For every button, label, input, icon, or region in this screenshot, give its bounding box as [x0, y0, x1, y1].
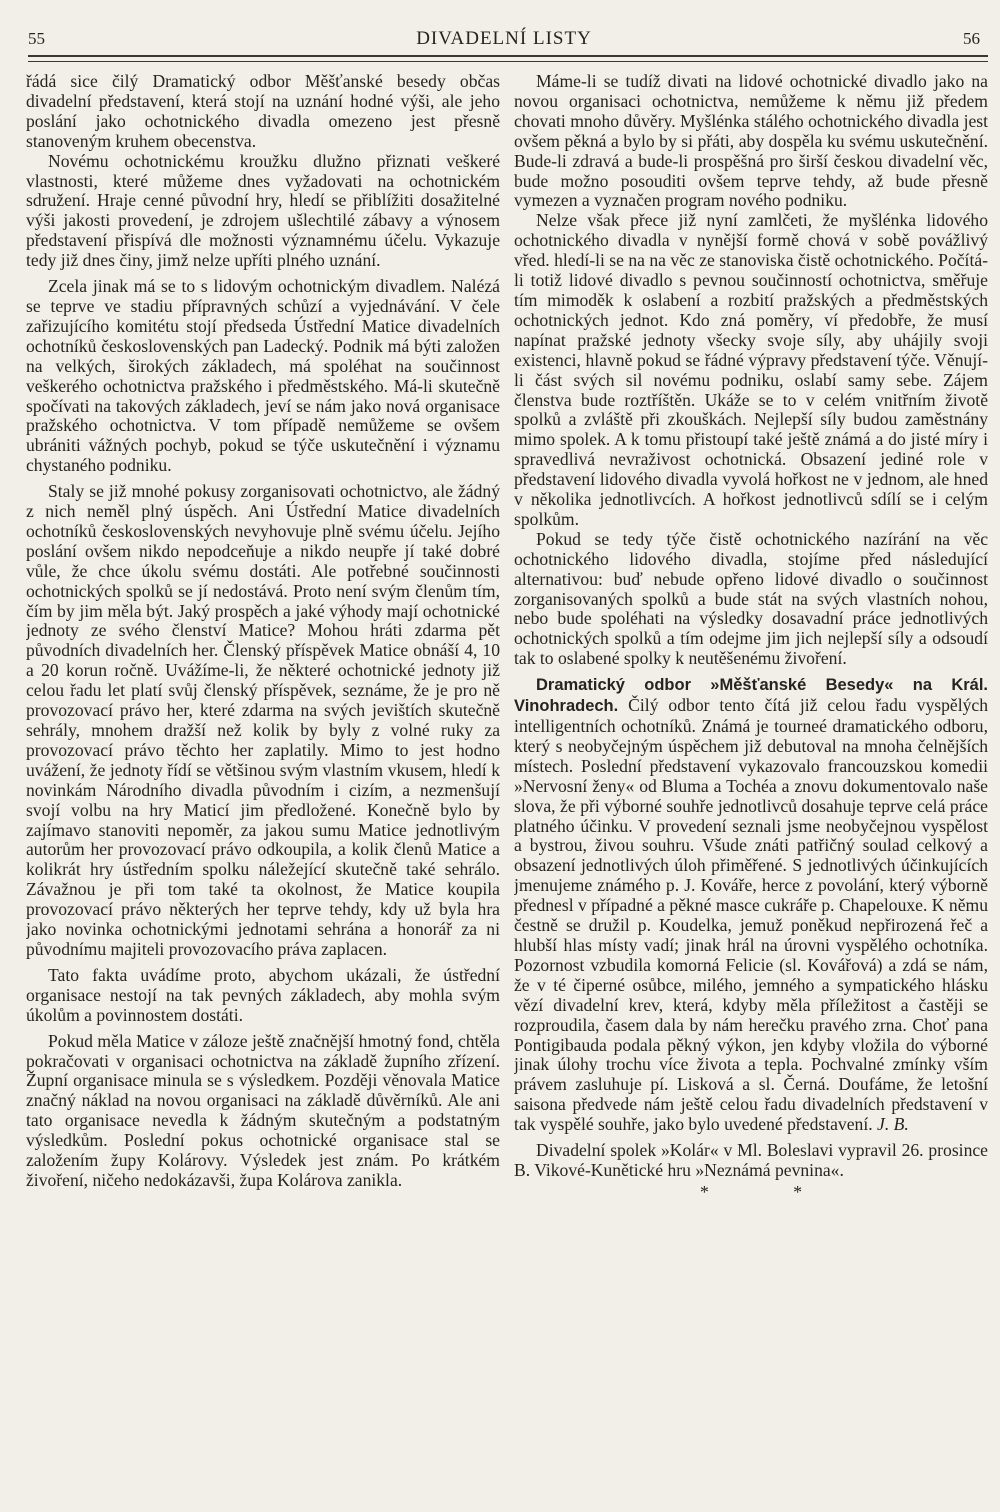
news-item: Divadelní spolek »Kolár« v Ml. Boleslavi vypravil 26. prosince B. Vikové-Kunětické hru »Neznámá pevnina«. — [514, 1140, 988, 1180]
paragraph: Zcela jinak má se to s lidovým ochotnickým divadlem. Nalézá se teprve ve stadiu přípravných schůzí a vyjednávání. V čele zařizujícího komitétu stojí předseda Ústřední Matice divadelních ochotníků československých pan Ladecký. Podnik má býti založen na velkých, širokých základech, má spoléhat na součinnost veškerého ochotnictva pražského i předměstského. Má-li skutečně spočívati na takových základech, jeví se nám jako nová organisace pražského ochotnictva. V tom případě nemůžeme se ovšem ubrániti vážných pochyb, pokud se týče uskutečnění i významu chystaného podniku. — [26, 276, 500, 476]
section-separator: * * — [700, 1181, 842, 1202]
page-number-left: 55 — [28, 29, 45, 48]
paragraph: řádá sice čilý Dramatický odbor Měšťanské besedy občas divadelní představení, která stojí na uznání hodné výši, ale jeho poslání jako ochotnického divadla omezeno jest přesně stanoveným kruhem obecenstva. — [26, 72, 500, 151]
author-signature: J. B. — [877, 1114, 909, 1135]
paragraph: Pokud měla Matice v záloze ještě značnější hmotný fond, chtěla pokračovati v organisaci ochotnictva na základě župního zřízení. Župní organisace minula se s výsledkem. Později věnovala Matice značný náklad na novou organisaci na základě důvěrníků. Ale ani tato organisace nevedla k žádným skutečným a podstatným výsledkům. Poslední pokus ochotnické organisace stal se založením župy Kolárovy. Výsledek jest znám. Po krátkém živoření, ničeho nedokázavši, župa Kolárova zanikla. — [26, 1030, 500, 1190]
header-rule-thick — [28, 55, 988, 57]
journal-title: DIVADELNÍ LISTY — [416, 28, 592, 49]
right-column — [514, 72, 988, 1497]
page-header — [28, 24, 980, 54]
left-column — [26, 72, 500, 1497]
paragraph: Staly se již mnohé pokusy zorganisovati ochotnictvo, ale žádný z nich neměl plný úspěch. Ani Ústřední Matice divadelních ochotníků československých nevyhovuje plně svému účelu. Jejího poslání ovšem nikdo nepodceňuje a nikdo neupře jí také dobré vůle, že chce úkolu svému dostáti. Ale potřebné součinnosti ochotnických spolků se jí nedostává. Proto není svým členům tím, čím by jim měla být. Jaký prospěch a jaké výhody mají ochotnické jednoty ze svého členství Matice? Mohou hráti zdarma pět původních divadelních her. Členský příspěvek Matice obnáší 4, 10 a 20 korun ročně. Uvážíme-li, že některé ochotnické jednoty již celou řadu let platí svůj členský příspěvek, seznáme, že je pro ně provozovací právo her, které zdarma na svých jevištích skutečně sehrály, mnohem dražší než kolik by byly z volné ruky za provozovací právo těchto her zaplatily. Mimo to jest hodno uvážení, že jednoty řídí se většinou svým vlastním vkusem, hledí k novinkám Národního divadla původním i cizím, a nezmenšují svojí volbu na hry Maticí jim předložené. Konečně bylo by zajímavo stanoviti nepoměr, za jakou sumu Matice jednotlivým autorům her provozovací právo odkoupila, a kolik členů Matice a kolikrát hry ústředním spolku náležející skutečně také sehrálo. Závažnou je při tom také ta okolnost, že Matice koupila provozovací právo některých her teprve tehdy, kdy už byla hra jako novinka ochotnickými jednotami sehrána a honorář za ni původnímu majiteli provozovacího práva zaplacen. — [26, 481, 500, 959]
news-item-heading: Dramatický odbor »Měšťanské Besedy« na Král. Vinohradech. — [514, 676, 988, 716]
paragraph: Novému ochotnickému kroužku dlužno přiznati veškeré vlastnosti, které můžeme dnes vyžadovati na ochotnickém sdružení. Hraje cenné původní hry, hledí se přiblížiti dosažitelné výši jakosti provedení, je zdrojem ušlechtilé zábavy a výnosem představení přispívá dle možnosti významnému účelu. Vykazuje tedy již dnes činy, jimž nelze upříti plného uznání. — [26, 150, 500, 271]
paragraph: Nelze však přece již nyní zamlčeti, že myšlénka lidového ochotnického divadla v nynější formě chová v sobě povážlivý vřed. hledí-li se na na věc ze stanoviska čistě ochotnického. Počítá-li totiž lidové divadlo s pevnou součinností ochotnictva, směřuje tím mimoděk k oslabení a rozbití pražských a předměstských ochotnických jednot. Kdo zná poměry, ví předobře, že musí napínat pražské jednoty všecky svoje síly, aby uhájily svoji existenci, hlavně pokud se řádné výpravy představení týče. Věnují-li část svých sil novému podniku, oslabí samy sebe. Zájem členstva bude roztříštěn. Ukáže se to v celém vnitřním životě spolků a zvláště při zkouškách. Nejlepší síly budou zaměstnány mimo spolek. A k tomu přistoupí také ještě známá a do jisté míry i spravedlivá nevraživost ochotnická. Obsazení jediné role v představení lidového divadla vyvolá hořkost ne v jednom, ale hned v několika jednotlivcích. A hořkost jednotlivců sdílí se i celým spolkům. — [514, 210, 988, 529]
paragraph: Máme-li se tudíž divati na lidové ochotnické divadlo jako na novou organisaci ochotnictva, nemůžeme k němu již předem chovati mnoho důvěry. Myšlénka stálého ochotnického divadla jest ovšem pěkná a bylo by si přáti, aby dospěla ku svému uskutečnění. Bude-li zdravá a bude-li prospěšná pro širší českou divadelní věc, bude možno posouditi ovšem teprve tehdy, až bude přesně vymezen a vyznačen program nového podniku. — [514, 72, 988, 211]
header-rule-thin — [28, 61, 988, 62]
news-item-body: Čilý odbor tento čítá již celou řadu vyspělých intelligentních ochotníků. Známá je tourneé dramatického odboru, který s neobyčejným úspěchem již debutoval na mnoha čelnějších místech. Poslední představení vykazovalo francouzskou komedii »Nervosní ženy« od Bluma a Tochéa a znovu dokumentovalo naše slova, že při výborné souhře jednotlivců dosahuje teprve celá práce platného účinku. V provedení seznali jsme neobyčejnou vyspělost a bystrou, živou souhru. Všude znáti patřičný soulad celkový a obsazení jednotlivých úloh přiměřené. S jednotlivých účinkujících jmenujeme známého p. J. Kováře, herce z povolání, který výborně přednesl v případné a pěkné masce cukráře p. Chapelouxe. K němu čestně se družil p. Koudelka, jemuž poněkud nepřirozená řeč a hlubší hlas místy vadí; jinak hrál na úrovni vyspělého ochotníka. Pozornost vzbudila komorná Felicie (sl. Kovářová) a zdá se nám, že v té čiperné osůbce, milého, jemného a sympatického hlásku vězí divadelní krev, která, kdyby měla příležitost a častěji se rozproudila, časem dala by nám herečku pravého zrna. Choť pana Pontigibauda podala pěkný výkon, jen kdyby vložila do výborné jinak úlohy trochu více života a tepla. Pochvalné zmínky vším právem zasluhuje pí. Lisková a sl. Černá. Doufáme, že letošní saisona předvede nám ještě celou řadu divadelních představení v tak vyspělé souhře, jako bylo uvedené představení. — [514, 695, 988, 1135]
paragraph: Pokud se tedy týče čistě ochotnického nazírání na věc ochotnického lidového divadla, stojíme před následující alternativou: buď nebude opřeno lidové divadlo o součinnost zorganisovaných spolků a bude stát na svých vlastních nohou, nebo bude spoléhati na výsledky dosavadní práce jednotlivých ochotnických spolků a tím odejme jim jich nejlepší síly a odsoudí tak to oslabené spolky k neutěšenému živoření. — [514, 528, 988, 669]
page-number-right: 56 — [962, 29, 980, 48]
paragraph: Tato fakta uvádíme proto, abychom ukázali, že ústřední organisace nestojí na tak pevných základech, aby mohla svým úkolům a povinnostem dostáti. — [26, 964, 500, 1025]
news-item — [514, 675, 988, 1135]
